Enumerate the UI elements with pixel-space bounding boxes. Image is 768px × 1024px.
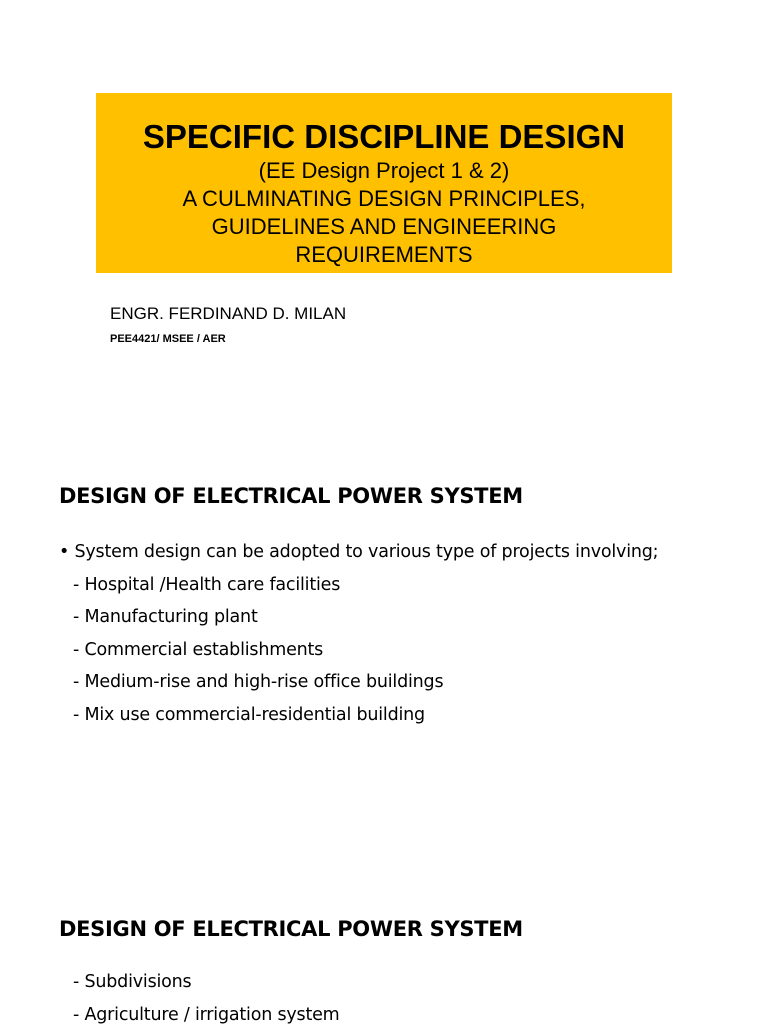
section-2-body [59,966,340,1024]
author-credentials: PEE4421/ MSEE / AER [110,333,226,345]
subtitle-line-1: (EE Design Project 1 & 2) [258,158,510,183]
subtitle-line-3: GUIDELINES AND ENGINEERING [211,214,557,239]
author-name: ENGR. FERDINAND D. MILAN [110,304,347,323]
title-banner [96,93,672,273]
section-1-body [59,536,658,731]
section-heading-2: DESIGN OF ELECTRICAL POWER SYSTEM [59,917,523,941]
subtitle-line-4: REQUIREMENTS [295,242,473,267]
bullet-intro: • System design can be adopted to various type of projects involving; [59,542,659,562]
list-item: - Commercial establishments [73,639,324,660]
section-heading-1: DESIGN OF ELECTRICAL POWER SYSTEM [59,484,523,508]
document-title: SPECIFIC DISCIPLINE DESIGN [142,118,626,155]
list-item: - Agriculture / irrigation system [73,1004,340,1024]
subtitle-line-2: A CULMINATING DESIGN PRINCIPLES, [182,186,586,211]
list-item: - Hospital /Health care facilities [73,574,341,595]
list-item: - Mix use commercial-residential building [73,704,425,725]
list-item: - Medium-rise and high-rise office buildings [73,672,444,692]
list-item: - Manufacturing plant [73,607,258,627]
list-item: - Subdivisions [73,972,192,992]
